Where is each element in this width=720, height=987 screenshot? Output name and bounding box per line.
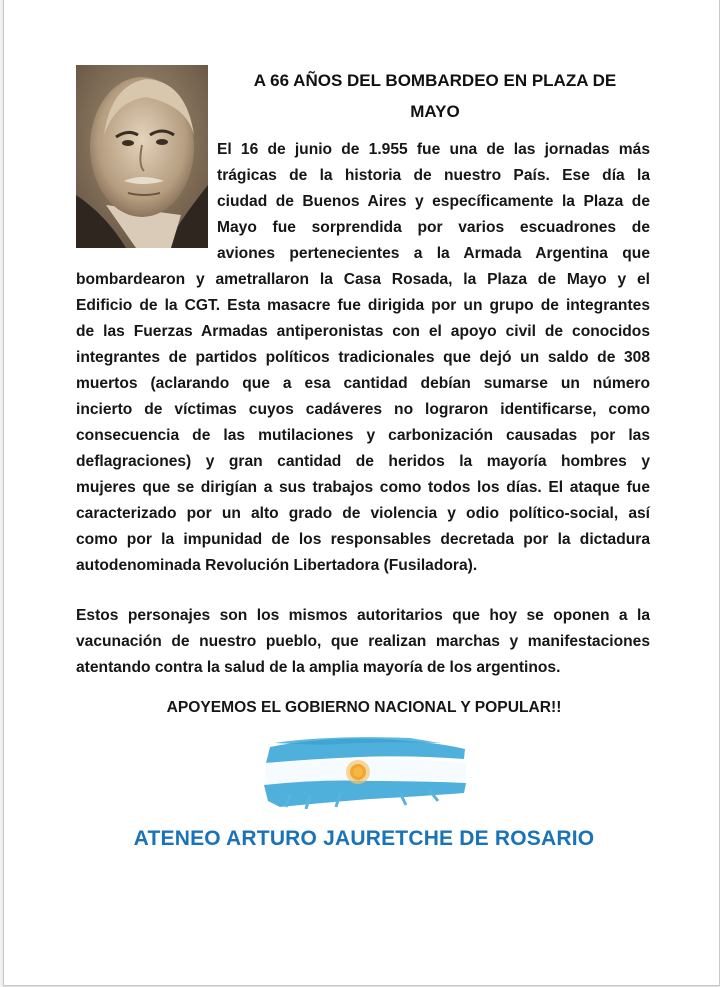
text-line: incierto de víctimas cuyos cadáveres no lograron identificarse, como xyxy=(76,401,650,418)
sun-of-may-icon xyxy=(346,760,370,784)
argentina-flag-image xyxy=(260,735,470,809)
text-line: Edificio de la CGT. Esta masacre fue dirigida por un grupo de integrantes xyxy=(76,297,650,314)
text-line: ciudad de Buenos Aires y específicamente la Plaza de xyxy=(217,193,650,210)
text-line: muertos (aclarando que a esa cantidad debían sumarse un número xyxy=(76,375,650,392)
text-line: El 16 de junio de 1.955 fue una de las jornadas más xyxy=(217,141,650,158)
text-line: deflagraciones) y gran cantidad de heridos la mayoría hombres y xyxy=(76,453,650,470)
text-line: consecuencia de las mutilaciones y carbonización causadas por las xyxy=(76,427,650,444)
text-line: bombardearon y ametrallaron la Casa Rosada, la Plaza de Mayo y el xyxy=(76,271,650,288)
text-line: caracterizado por un alto grado de violencia y odio político-social, así xyxy=(76,505,650,522)
title-line: MAYO xyxy=(410,102,460,121)
text-line: Estos personajes son los mismos autoritarios que hoy se oponen a la xyxy=(76,607,650,624)
signature-organization: ATENEO ARTURO JAURETCHE DE ROSARIO xyxy=(133,827,595,850)
text-line: atentando contra la salud de la amplia mayoría de los argentinos. xyxy=(76,659,561,676)
slogan: APOYEMOS EL GOBIERNO NACIONAL Y POPULAR!! xyxy=(166,699,562,716)
text-line: integrantes de partidos políticos tradicionales que dejó un saldo de 308 xyxy=(76,349,650,366)
text-line: de las Fuerzas Armadas antiperonistas con el apoyo civil de conocidos xyxy=(76,323,650,340)
text-line: autodenominada Revolución Libertadora (Fusiladora). xyxy=(76,557,478,574)
document-page xyxy=(3,0,720,986)
text-line: como por la impunidad de los responsables decretada por la dictadura xyxy=(76,531,650,548)
text-line: vacunación de nuestro pueblo, que realizan marchas y manifestaciones xyxy=(76,633,650,650)
flag-icon xyxy=(260,735,470,809)
text-line: Mayo fue sorprendida por varios escuadrones de xyxy=(217,219,650,236)
title-line: A 66 AÑOS DEL BOMBARDEO EN PLAZA DE xyxy=(253,71,617,90)
text-line: mujeres que se dirigían a sus trabajos como todos los días. El ataque fue xyxy=(76,479,650,496)
document-title xyxy=(240,65,630,127)
text-line: trágicas de la historia de nuestro País. Ese día la xyxy=(217,167,650,184)
portrait-photo xyxy=(76,65,208,248)
portrait-image xyxy=(76,65,208,248)
text-line: aviones pertenecientes a la Armada Argentina que xyxy=(217,245,650,262)
